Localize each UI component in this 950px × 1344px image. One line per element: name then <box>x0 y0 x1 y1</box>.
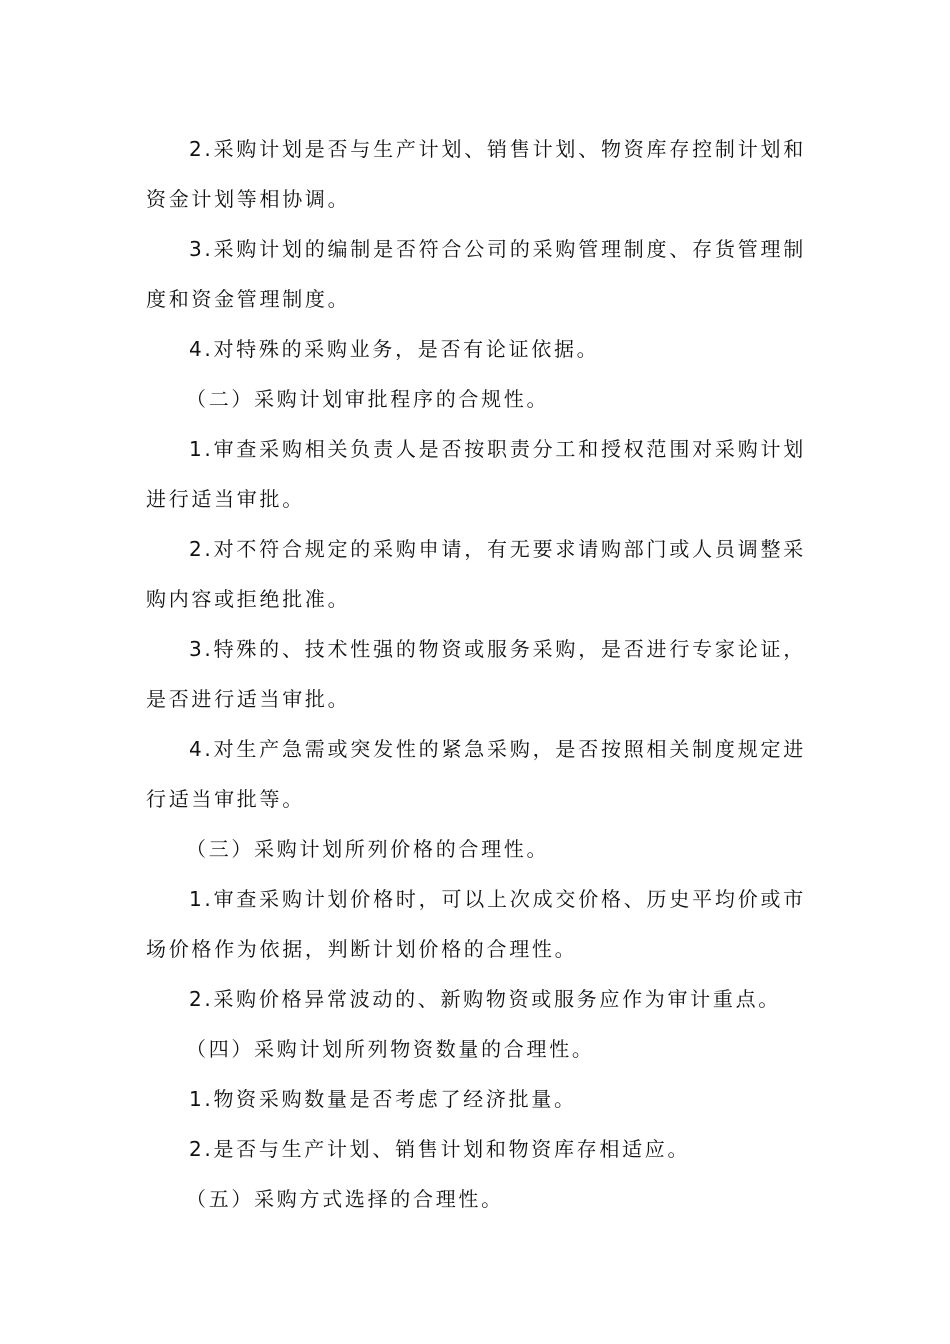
paragraph-line: 进行适当审批。 <box>146 487 305 511</box>
paragraph-line: 4.对生产急需或突发性的紧急采购，是否按照相关制度规定进 <box>189 737 806 761</box>
paragraph-line: 2.是否与生产计划、销售计划和物资库存相适应。 <box>189 1137 691 1161</box>
paragraph-line: 2.对不符合规定的采购申请，有无要求请购部门或人员调整采 <box>189 537 806 561</box>
paragraph-line: 是否进行适当审批。 <box>146 687 351 711</box>
paragraph-line: 资金计划等相协调。 <box>146 187 351 211</box>
section-heading: （二）采购计划审批程序的合规性。 <box>186 387 550 411</box>
paragraph-line: 2.采购计划是否与生产计划、销售计划、物资库存控制计划和 <box>189 137 806 161</box>
section-heading: （五）采购方式选择的合理性。 <box>186 1187 504 1211</box>
section-heading: （三）采购计划所列价格的合理性。 <box>186 837 550 861</box>
paragraph-line: 度和资金管理制度。 <box>146 287 351 311</box>
paragraph-line: 1.审查采购计划价格时，可以上次成交价格、历史平均价或市 <box>189 887 806 911</box>
paragraph-line: 购内容或拒绝批准。 <box>146 587 351 611</box>
paragraph-line: 3.采购计划的编制是否符合公司的采购管理制度、存货管理制 <box>189 237 806 261</box>
paragraph-line: 场价格作为依据，判断计划价格的合理性。 <box>146 937 578 961</box>
section-heading: （四）采购计划所列物资数量的合理性。 <box>186 1037 595 1061</box>
paragraph-line: 2.采购价格异常波动的、新购物资或服务应作为审计重点。 <box>189 987 781 1011</box>
document-body <box>146 124 806 1224</box>
paragraph-line: 1.物资采购数量是否考虑了经济批量。 <box>189 1087 577 1111</box>
paragraph-line: 1.审查采购相关负责人是否按职责分工和授权范围对采购计划 <box>189 437 806 461</box>
paragraph-line: 行适当审批等。 <box>146 787 305 811</box>
paragraph-line: 3.特殊的、技术性强的物资或服务采购，是否进行专家论证， <box>189 637 806 661</box>
paragraph-line: 4.对特殊的采购业务，是否有论证依据。 <box>189 337 600 361</box>
